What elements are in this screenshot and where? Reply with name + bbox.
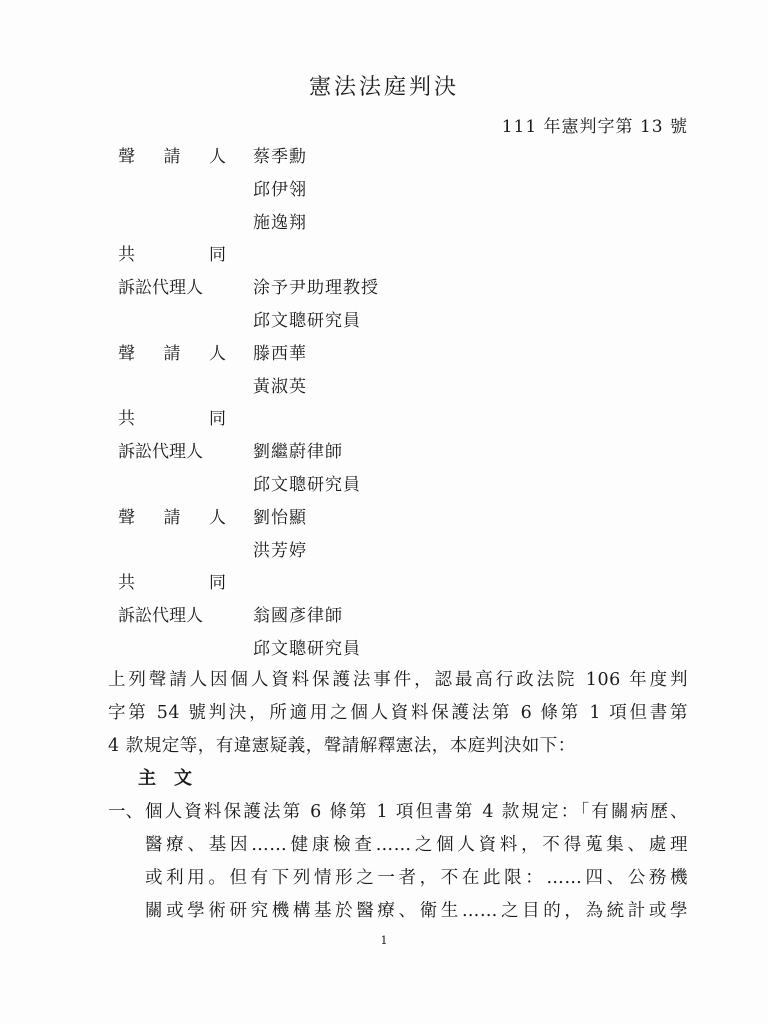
- party-name: 邱文聰研究員: [253, 475, 361, 495]
- party-row: [118, 372, 307, 402]
- party-row: [118, 404, 226, 434]
- party-name: 邱文聰研究員: [253, 639, 361, 659]
- party-name: 翁國彥律師: [253, 606, 343, 627]
- case-number: 111 年憲判字第 13 號: [501, 117, 688, 137]
- party-row: [118, 536, 307, 566]
- item-label: 一、: [108, 802, 143, 822]
- item-body: [145, 796, 688, 928]
- intro-line: 字第 54 號判決，所適用之個人資料保護法第 6 條第 1 項但書第: [108, 703, 688, 723]
- party-role: 聲 請 人: [118, 147, 226, 167]
- item-line: 關或學術研究機構基於醫療、衛生……之目的，為統計或學: [145, 901, 688, 921]
- party-row: [118, 339, 307, 369]
- party-name: 邱文聰研究員: [253, 311, 361, 331]
- item-line: 個人資料保護法第 6 條第 1 項但書第 4 款規定：「有關病歷、: [145, 802, 688, 822]
- party-role: 聲 請 人: [118, 343, 226, 364]
- party-name: 涂予尹助理教授: [253, 278, 379, 299]
- party-name: 劉怡顯: [253, 507, 307, 528]
- party-row: [118, 437, 343, 467]
- item-line: 或利用。但有下列情形之一者，不在此限：……四、公務機: [145, 868, 688, 888]
- party-role: 訴訟代理人: [118, 442, 203, 463]
- document-title: 憲法法庭判決: [308, 75, 459, 100]
- party-role: 共 同: [118, 245, 226, 266]
- page-number: 1: [380, 934, 388, 947]
- party-name: 洪芳婷: [253, 540, 307, 561]
- party-row: [118, 503, 307, 533]
- party-role: 訴訟代理人: [118, 278, 203, 299]
- party-row: [118, 568, 226, 598]
- intro-paragraph: [108, 664, 688, 763]
- item-line: 醫療、基因……健康檢查……之個人資料，不得蒐集、處理: [145, 835, 688, 855]
- party-name: 施逸翔: [253, 212, 307, 233]
- party-name: 邱伊翎: [253, 179, 307, 200]
- party-name: 劉繼蔚律師: [253, 442, 343, 463]
- party-role: 共 同: [118, 573, 226, 594]
- party-row: [118, 208, 307, 238]
- party-row: [118, 142, 307, 172]
- party-row: [118, 601, 343, 631]
- party-row: [118, 470, 361, 500]
- party-row: [118, 273, 379, 303]
- party-row: [118, 634, 361, 664]
- party-name: 蔡季勳: [253, 147, 307, 167]
- party-role: 共 同: [118, 409, 226, 430]
- party-row: [118, 175, 307, 205]
- party-name: 黃淑英: [253, 376, 307, 397]
- party-name: 滕西華: [253, 343, 307, 364]
- party-role: 訴訟代理人: [118, 606, 203, 627]
- intro-line: 上列聲請人因個人資料保護法事件，認最高行政法院 106 年度判: [108, 670, 688, 690]
- party-role: 聲 請 人: [118, 507, 226, 528]
- party-row: [118, 306, 361, 336]
- party-row: [118, 240, 226, 270]
- intro-line: 4 款規定等，有違憲疑義，聲請解釋憲法，本庭判決如下：: [108, 736, 576, 756]
- main-heading: 主文: [138, 768, 210, 789]
